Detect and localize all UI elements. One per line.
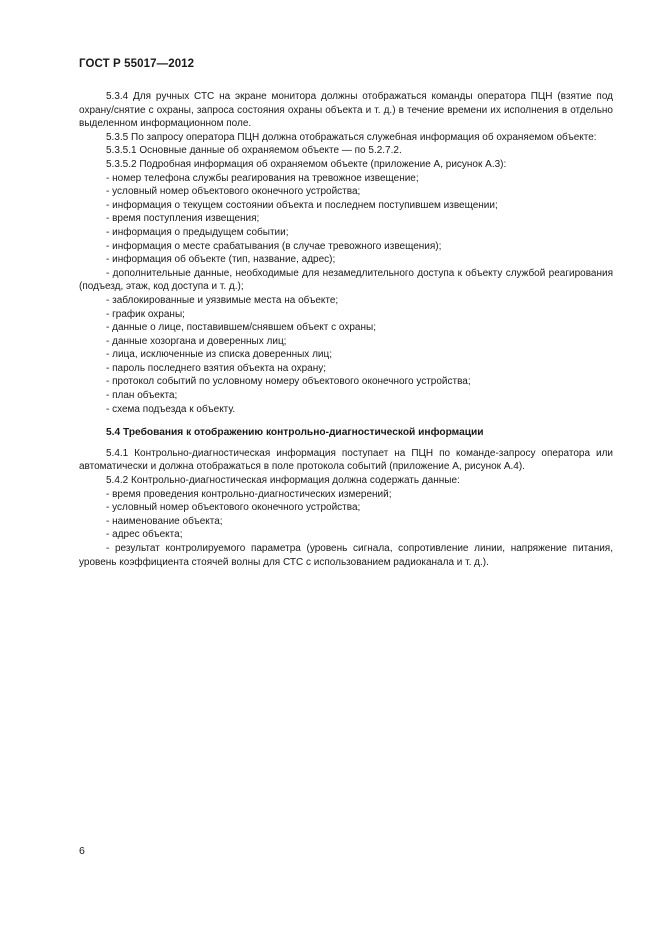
document-header: ГОСТ Р 55017—2012: [79, 58, 195, 70]
list-item: - информация об объекте (тип, название, адрес);: [106, 254, 336, 266]
list-item: - время поступления извещения;: [106, 213, 260, 225]
list-item: - лица, исключенные из списка доверенных лиц;: [106, 349, 333, 361]
list-item: - наименование объекта;: [106, 515, 223, 527]
list-item: - результат контролируемого параметра (уровень сигнала, сопротивление линии, напряжение питания, уровень коэффициента стоячей волны для СТС с использованием радиоканала и т. д.).: [79, 543, 613, 568]
paragraph-5-3-5-1: 5.3.5.1 Основные данные об охраняемом объекте — по 5.2.7.2.: [106, 145, 402, 157]
list-item: - условный номер объектового оконечного устройства;: [106, 186, 361, 198]
list-item: - информация о месте срабатывания (в случае тревожного извещения);: [106, 240, 442, 252]
paragraph-5-4-2: 5.4.2 Контрольно-диагностическая информация должна содержать данные:: [106, 475, 460, 487]
paragraph-5-3-4: 5.3.4 Для ручных СТС на экране монитора должны отображаться команды оператора ПЦН (взятие под охрану/снятие с охраны, запроса состояния охраны объекта и т. д.) в течение времени их исполнения в отдельно выделенном информационном поле.: [79, 91, 613, 130]
list-item: - информация о предыдущем событии;: [106, 226, 289, 238]
list-item: - дополнительные данные, необходимые для незамедлительного доступа к объекту службой реагирования (подъезд, этаж, код доступа и т. д.);: [79, 267, 613, 293]
list-item: - план объекта;: [106, 390, 178, 402]
list-item: - номер телефона службы реагирования на тревожное извещение;: [106, 172, 419, 184]
list-5-4-2: [79, 488, 613, 570]
list-item: - данные хозоргана и доверенных лиц;: [106, 335, 287, 347]
paragraph-5-3-5: 5.3.5 По запросу оператора ПЦН должна отображаться служебная информация об охраняемом объекте:: [106, 131, 597, 143]
page-content: [79, 90, 613, 569]
list-item: - условный номер объектового оконечного устройства;: [106, 502, 361, 514]
page-number: 6: [79, 845, 85, 857]
list-item: - информация о текущем состоянии объекта и последнем поступившем извещении;: [106, 199, 498, 211]
paragraph-5-4-1: 5.4.1 Контрольно-диагностическая информация поступает на ПЦН по команде-запросу оператора или автоматически и должна отображаться в поле протокола событий (приложение А, рисунок А.4).: [79, 447, 613, 473]
list-item: - адрес объекта;: [106, 529, 183, 541]
list-item: - график охраны;: [106, 308, 185, 320]
paragraph-5-3-5-2: 5.3.5.2 Подробная информация об охраняемом объекте (приложение А, рисунок А.3):: [106, 158, 507, 170]
list-item: - заблокированные и уязвимые места на объекте;: [106, 294, 339, 306]
list-item: - пароль последнего взятия объекта на охрану;: [106, 362, 327, 374]
list-5-3-5-2: [79, 172, 613, 417]
list-item: - время проведения контрольно-диагностических измерений;: [106, 488, 392, 500]
list-item: - данные о лице, поставившем/снявшем объект с охраны;: [106, 322, 376, 334]
list-item: - протокол событий по условному номеру объектового оконечного устройства;: [106, 376, 471, 388]
list-item: - схема подъезда к объекту.: [106, 403, 236, 415]
section-title-5-4: 5.4 Требования к отображению контрольно-диагностической информации: [106, 427, 484, 439]
